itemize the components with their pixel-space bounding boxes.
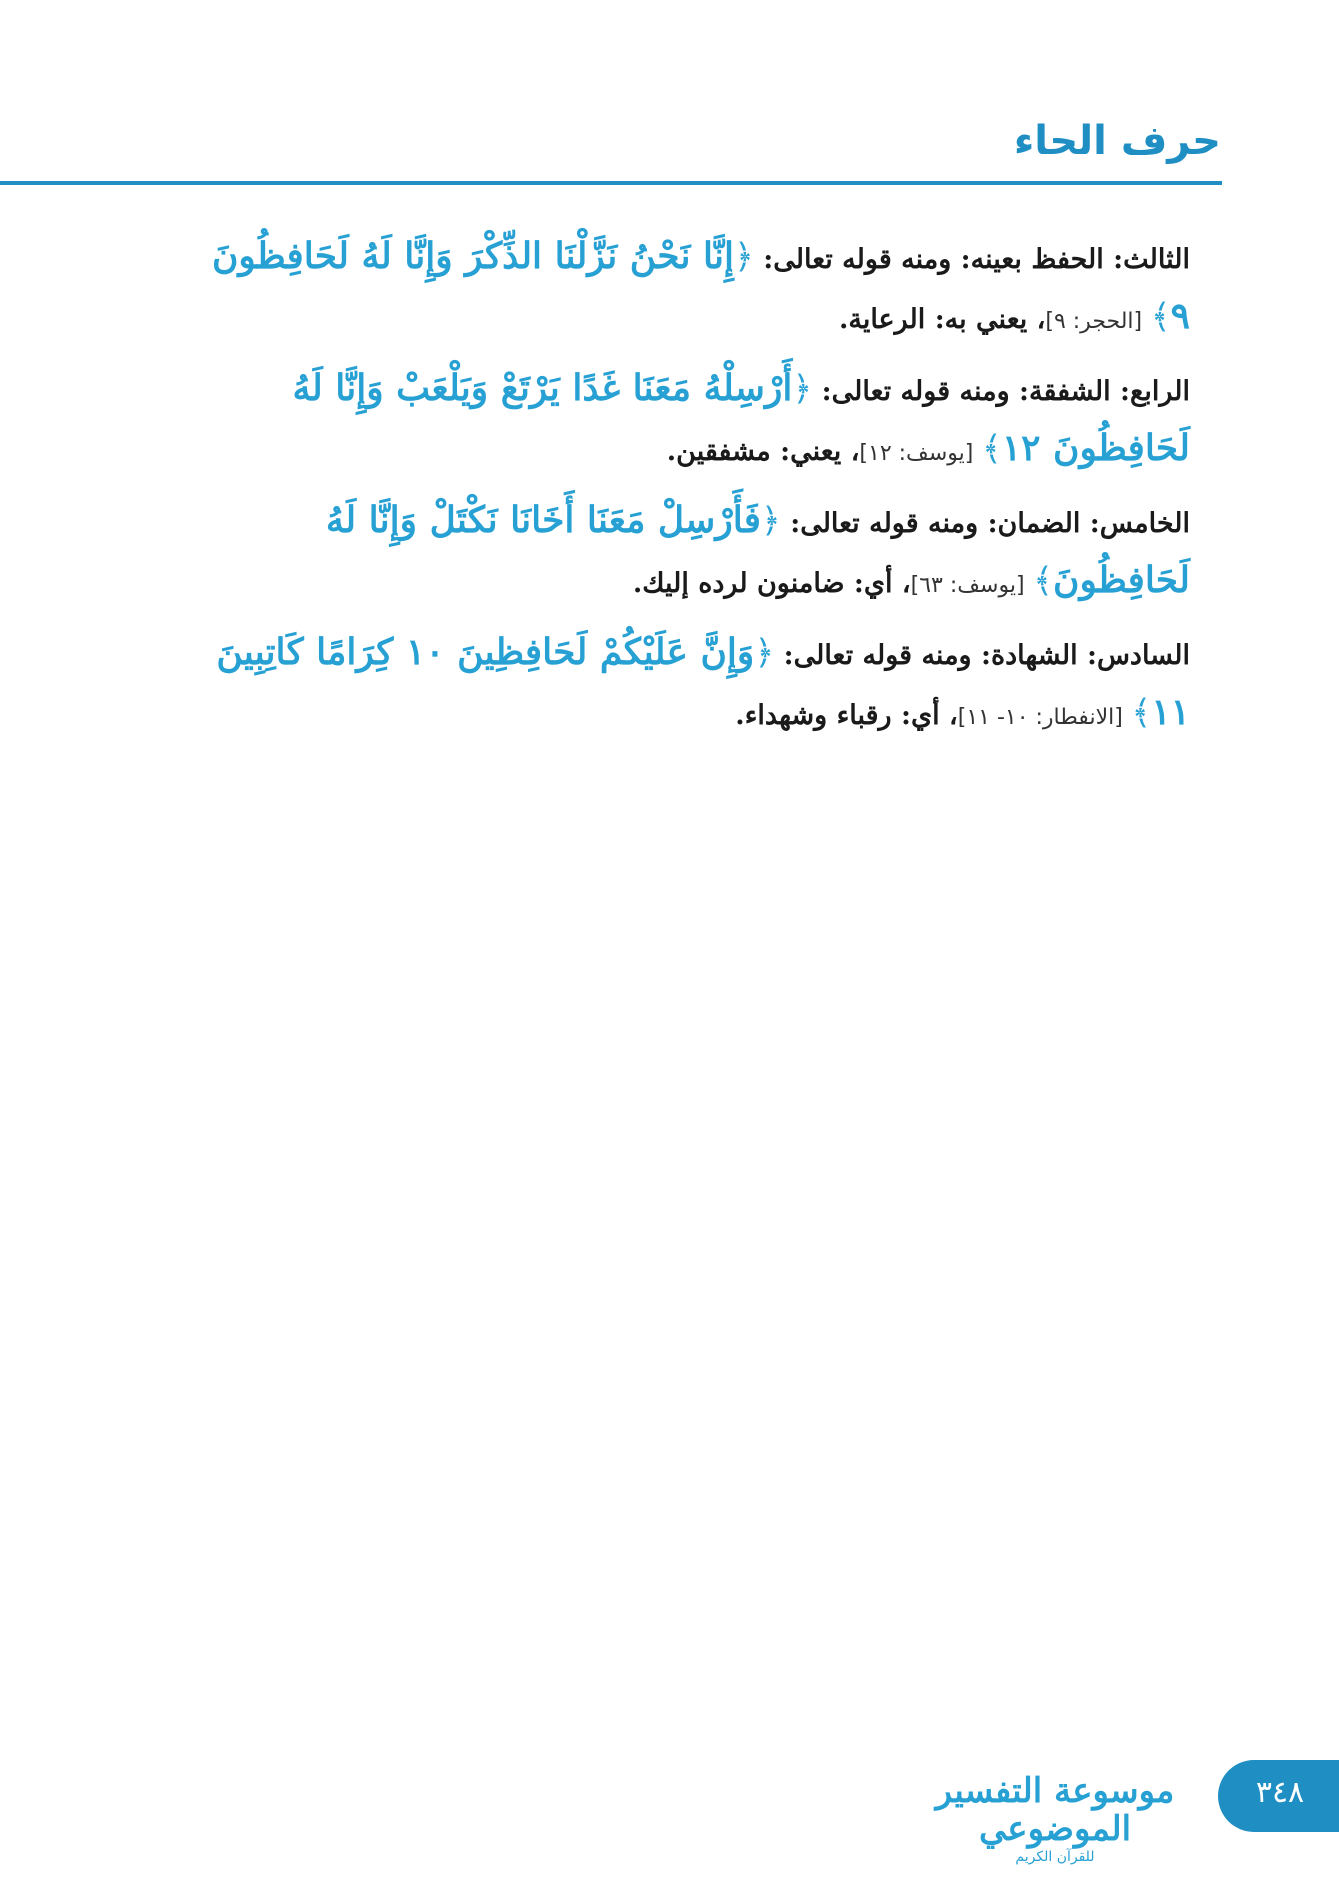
paragraph-third bbox=[190, 228, 1190, 350]
verse-reference: [يوسف: ١٢] bbox=[859, 441, 974, 466]
verse-reference: [الحجر: ٩] bbox=[1045, 309, 1143, 334]
paragraph-text: الحفظ بعينه: ومنه قوله تعالى: bbox=[753, 244, 1104, 275]
quran-verse: إِنَّا نَحْنُ نَزَّلْنَا الذِّكْرَ وَإِنَّا لَهُ لَحَافِظُونَ ٩ bbox=[211, 235, 1190, 337]
section-title: حرف الحاء bbox=[1013, 118, 1221, 164]
quran-open-bracket: ﴿ bbox=[733, 237, 754, 277]
paragraph-text: الشهادة: ومنه قوله تعالى: bbox=[774, 640, 1078, 671]
quran-verse: فَأَرْسِلْ مَعَنَا أَخَانَا نَكْتَلْ وَإِنَّا لَهُ لَحَافِظُونَ bbox=[325, 499, 1190, 601]
logo-title: موسوعة التفسير الموضوعي bbox=[935, 1771, 1175, 1849]
paragraph-text: ، أي: رقباء وشهداء. bbox=[735, 700, 958, 731]
quran-close-bracket: ﴾ bbox=[981, 429, 1002, 469]
paragraph-fourth bbox=[190, 360, 1190, 482]
paragraph-lead: الثالث: bbox=[1103, 244, 1190, 275]
paragraph-text: الضمان: ومنه قوله تعالى: bbox=[780, 508, 1081, 539]
page-number: ٣٤٨ bbox=[1255, 1775, 1305, 1810]
paragraph-lead: الرابع: bbox=[1110, 376, 1190, 407]
encyclopedia-logo bbox=[930, 1772, 1180, 1866]
paragraph-text: ، يعني: مشفقين. bbox=[666, 436, 860, 467]
quran-close-bracket: ﴾ bbox=[1131, 693, 1152, 733]
paragraph-sixth bbox=[190, 624, 1190, 746]
paragraph-lead: السادس: bbox=[1077, 640, 1190, 671]
verse-reference: [الانفطار: ١٠- ١١] bbox=[957, 705, 1123, 730]
paragraph-text: ، أي: ضامنون لرده إليك. bbox=[632, 568, 911, 599]
header-divider bbox=[0, 181, 1222, 185]
logo-subtitle: للقرآن الكريم bbox=[1015, 1849, 1095, 1865]
paragraph-text: ، يعني به: الرعاية. bbox=[838, 304, 1046, 335]
paragraph-lead: الخامس: bbox=[1080, 508, 1190, 539]
quran-close-bracket: ﴾ bbox=[1150, 297, 1171, 337]
verse-reference: [يوسف: ٦٣] bbox=[910, 573, 1025, 598]
quran-open-bracket: ﴿ bbox=[760, 501, 781, 541]
quran-open-bracket: ﴿ bbox=[792, 369, 813, 409]
paragraph-fifth bbox=[190, 492, 1190, 614]
quran-open-bracket: ﴿ bbox=[754, 633, 775, 673]
quran-verse: وَإِنَّ عَلَيْكُمْ لَحَافِظِينَ ١٠ كِرَامًا كَاتِبِينَ ١١ bbox=[216, 631, 1190, 733]
quran-verse: أَرْسِلْهُ مَعَنَا غَدًا يَرْتَعْ وَيَلْعَبْ وَإِنَّا لَهُ لَحَافِظُونَ ١٢ bbox=[292, 367, 1190, 469]
quran-close-bracket: ﴾ bbox=[1033, 561, 1054, 601]
paragraph-text: الشفقة: ومنه قوله تعالى: bbox=[812, 376, 1111, 407]
page-content bbox=[190, 228, 1190, 756]
